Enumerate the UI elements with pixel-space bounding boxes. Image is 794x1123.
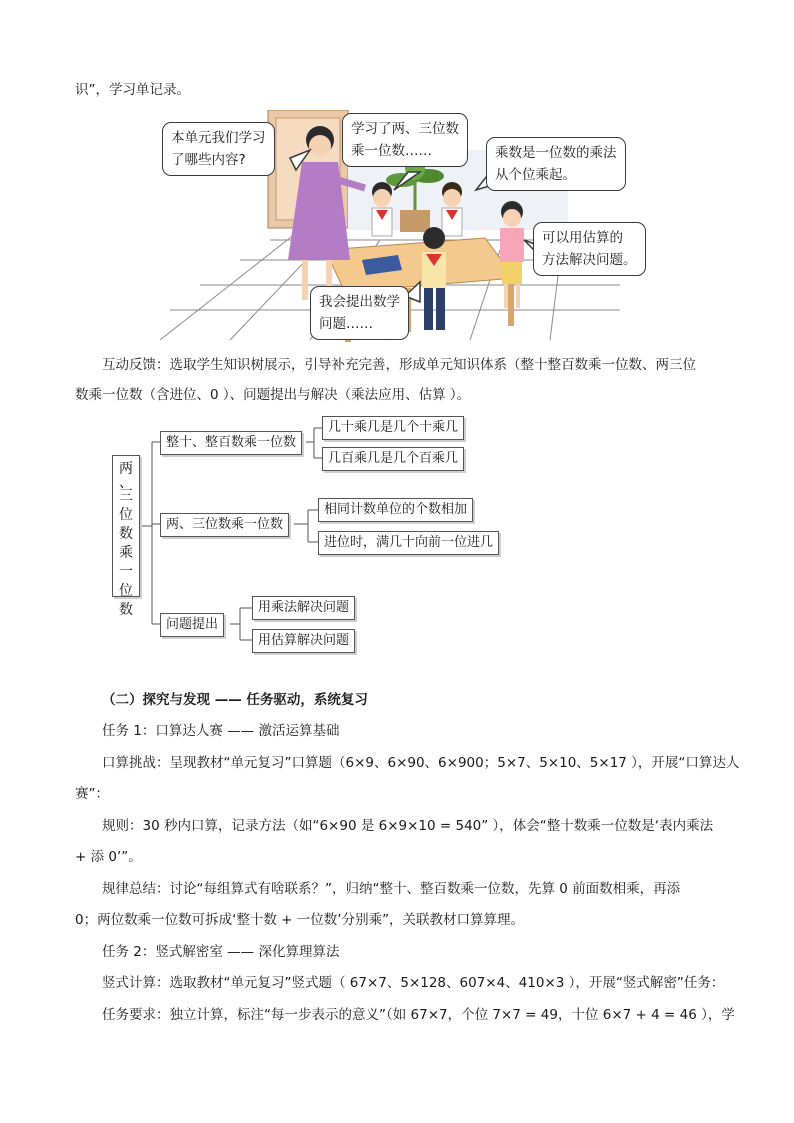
leaf-node: 进位时，满几十向前一位进几: [318, 531, 499, 555]
leaf-node: 用估算解决问题: [252, 629, 355, 653]
task1-paragraph-2a: 规则：30 秒内口算，记录方法（如“6×90 是 6×9×10 = 540” ），体会“整十数乘一位数是‘表内乘法: [102, 818, 714, 834]
task1-paragraph-2b: + 添 0’”。: [75, 849, 142, 865]
task1-paragraph-1b: 赛”：: [75, 786, 109, 802]
bubble-line: 从个位乘起。: [495, 167, 576, 183]
student3-speech-bubble: [533, 222, 646, 276]
bubble-line: 了哪些内容?: [171, 152, 246, 168]
bubble-line: 本单元我们学习: [171, 130, 266, 146]
root-char: 三: [119, 488, 133, 504]
task2-title: 任务 2：竖式解密室 —— 深化算理算法: [102, 944, 340, 960]
student1-speech-bubble: [342, 113, 468, 167]
section-heading: （二）探究与发现 —— 任务驱动，系统复习: [102, 692, 368, 708]
root-char: 数: [119, 602, 133, 618]
feedback-line-2: 数乘一位数（含进位、0 ）、问题提出与解决（乘法应用、估算 ）。: [75, 387, 471, 403]
branch-node: 问题提出: [160, 613, 224, 637]
branch-node: 两、三位数乘一位数: [160, 513, 289, 537]
leaf-node: 相同计数单位的个数相加: [318, 498, 473, 522]
feedback-line-1: 互动反馈：选取学生知识树展示，引导补充完善，形成单元知识体系（整十整百数乘一位数、两三位: [102, 357, 696, 373]
root-char: 位: [119, 583, 133, 599]
branch-node: 整十、整百数乘一位数: [160, 431, 302, 455]
bubble-line: 问题……: [319, 316, 373, 332]
task1-paragraph-3b: 0；两位数乘一位数可拆成‘整十数 + 一位数’分别乘”，关联教材口算算理。: [75, 912, 525, 928]
bubble-line: 乘数是一位数的乘法: [495, 145, 617, 161]
root-char: 一: [119, 564, 133, 580]
bubble-line: 学习了两、三位数: [351, 121, 459, 137]
leaf-node: 几百乘几是几个百乘几: [322, 447, 464, 471]
classroom-illustration: [150, 110, 650, 342]
task1-paragraph-3a: 规律总结：讨论“每组算式有啥联系？”，归纳“整十、整百数乘一位数，先算 0 前面数相乘，再添: [102, 881, 681, 897]
intro-line: 识”，学习单记录。: [75, 82, 190, 98]
tree-root: [112, 455, 140, 618]
root-char: 、: [119, 475, 133, 491]
leaf-node: 几十乘几是几个十乘几: [322, 416, 464, 440]
task2-paragraph-1: 竖式计算：选取教材“单元复习”竖式题（ 67×7、5×128、607×4、410×3 ），开展“竖式解密”任务：: [102, 975, 725, 991]
root-char: 位: [119, 507, 133, 523]
task1-paragraph-1a: 口算挑战：呈现教材“单元复习”口算题（6×9、6×90、6×900；5×7、5×10、5×17 ），开展“口算达人: [102, 755, 740, 771]
bubble-line: 方法解决问题。: [542, 252, 637, 268]
task2-paragraph-2: 任务要求：独立计算，标注“每一步表示的意义”（如 67×7，个位 7×7 = 49，十位 6×7 + 4 = 46 ），学: [102, 1007, 735, 1023]
root-char: 两: [119, 461, 133, 477]
bubble-line: 乘一位数……: [351, 143, 432, 159]
student4-speech-bubble: [310, 286, 409, 340]
bubble-line: 可以用估算的: [542, 230, 623, 246]
root-char: 乘: [119, 545, 133, 561]
leaf-node: 用乘法解决问题: [252, 596, 355, 620]
task1-title: 任务 1：口算达人赛 —— 激活运算基础: [102, 723, 340, 739]
student2-speech-bubble: [486, 137, 626, 191]
bubble-line: 我会提出数学: [319, 294, 400, 310]
teacher-speech-bubble: [162, 122, 275, 176]
knowledge-tree: [112, 412, 522, 662]
root-char: 数: [119, 526, 133, 542]
